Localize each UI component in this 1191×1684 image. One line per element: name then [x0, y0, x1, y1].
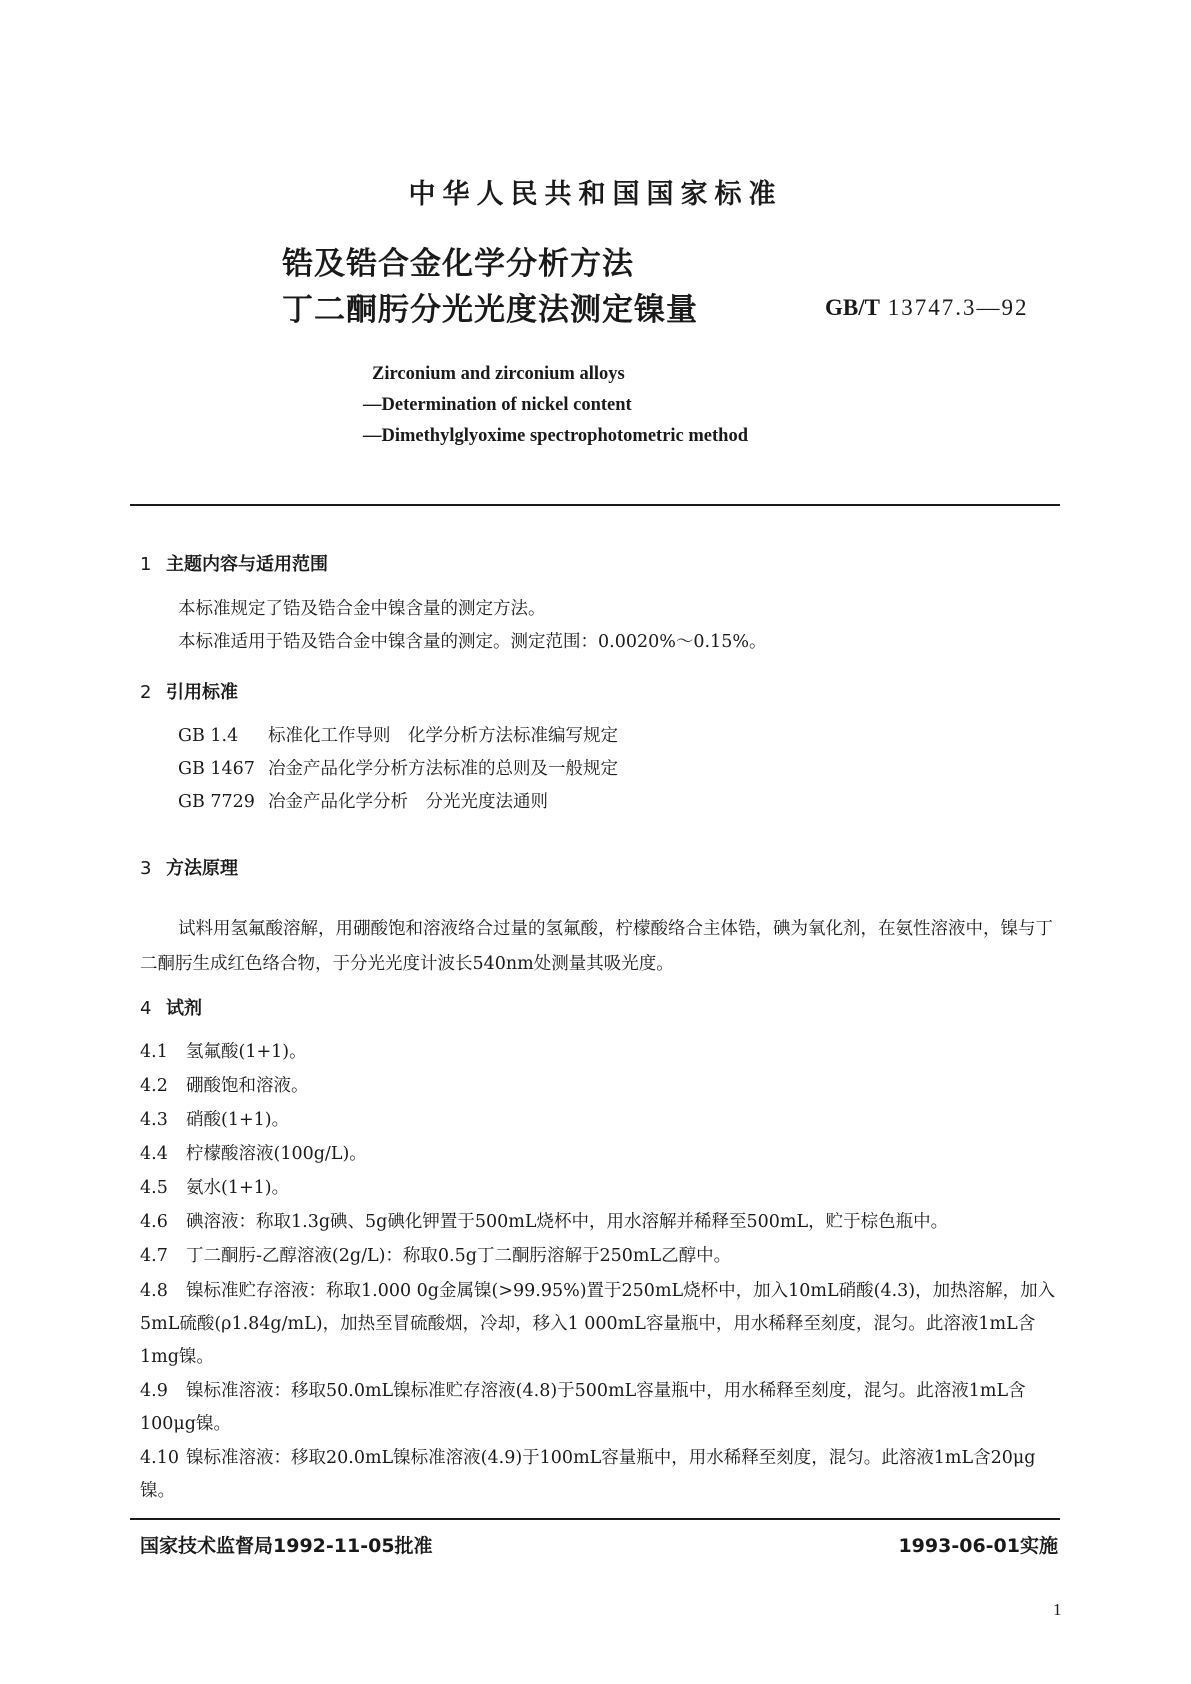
standard-number: 13747.3—92: [887, 295, 1029, 320]
section-1-heading: 1 主题内容与适用范围: [140, 554, 328, 575]
section-1-paragraph-1: 本标准规定了锆及锆合金中镍含量的测定方法。: [178, 599, 546, 619]
implementation-date: 1993-06-01实施: [898, 1535, 1058, 1557]
reagent-item: 4.5 氨水(1+1)。: [140, 1178, 290, 1198]
reagent-item: 4.9 镍标准溶液：移取50.0mL镍标准贮存溶液(4.8)于500mL容量瓶中，用水稀释至刻度，混匀。此溶液1mL含100μg镍。: [140, 1381, 1026, 1434]
section-3-heading: 3 方法原理: [140, 858, 238, 879]
reagent-item: 4.6 碘溶液：称取1.3g碘、5g碘化钾置于500mL烧杯中，用水溶解并稀释至500mL，贮于棕色瓶中。: [140, 1212, 949, 1232]
section-4-heading: 4 试剂: [140, 998, 202, 1019]
national-standard-header: 中华人民共和国国家标准: [408, 179, 783, 210]
reagent-item: 4.7 丁二酮肟-乙醇溶液(2g/L)：称取0.5g丁二酮肟溶解于250mL乙醇中。: [140, 1246, 732, 1266]
reference-item: GB 1.4 标准化工作导则 化学分析方法标准编写规定: [178, 726, 618, 746]
standard-code: [825, 295, 1028, 321]
reagent-item: 4.8 镍标准贮存溶液：称取1.000 0g金属镍(>99.95%)置于250mL烧杯中，加入10mL硝酸(4.3)，加热溶解，加入5mL硫酸(ρ1.84g/mL)，加热至冒硫酸烟，冷却，移入1 000mL容量瓶中，用水稀释至刻度，混匀。此溶液1mL含1mg镍。: [140, 1281, 1056, 1367]
page-number: 1: [1053, 1600, 1062, 1619]
title-en-line2: —Determination of nickel content: [363, 395, 632, 415]
reagent-item: 4.2 硼酸饱和溶液。: [140, 1076, 309, 1096]
reference-item: GB 1467 冶金产品化学分析方法标准的总则及一般规定: [178, 759, 618, 779]
title-zh-line2: 丁二酮肟分光光度法测定镍量: [282, 292, 698, 328]
reagent-item: 4.1 氢氟酸(1+1)。: [140, 1042, 307, 1062]
standard-prefix: GB/T: [825, 295, 880, 320]
footer-divider: [130, 1518, 1060, 1520]
reagent-item: 4.3 硝酸(1+1)。: [140, 1110, 290, 1130]
section-2-heading: 2 引用标准: [140, 682, 238, 703]
title-zh-line1: 锆及锆合金化学分析方法: [282, 246, 634, 282]
section-1-paragraph-2: 本标准适用于锆及锆合金中镍含量的测定。测定范围：0.0020%～0.15%。: [178, 632, 767, 652]
title-en-line1: Zirconium and zirconium alloys: [372, 364, 625, 384]
header-divider: [130, 504, 1060, 506]
approval-date: 国家技术监督局1992-11-05批准: [140, 1535, 433, 1557]
reagent-item: 4.4 柠檬酸溶液(100g/L)。: [140, 1144, 367, 1164]
title-en-line3: —Dimethylglyoxime spectrophotometric method: [363, 426, 749, 446]
reference-item: GB 7729 冶金产品化学分析 分光光度法通则: [178, 792, 548, 812]
section-3-paragraph: 试料用氢氟酸溶解，用硼酸饱和溶液络合过量的氢氟酸，柠檬酸络合主体锆，碘为氧化剂，在氨性溶液中，镍与丁二酮肟生成红色络合物，于分光光度计波长540nm处测量其吸光度。: [140, 919, 1053, 974]
reagent-item: 4.10 镍标准溶液：移取20.0mL镍标准溶液(4.9)于100mL容量瓶中，用水稀释至刻度，混匀。此溶液1mL含20μg镍。: [140, 1448, 1036, 1501]
